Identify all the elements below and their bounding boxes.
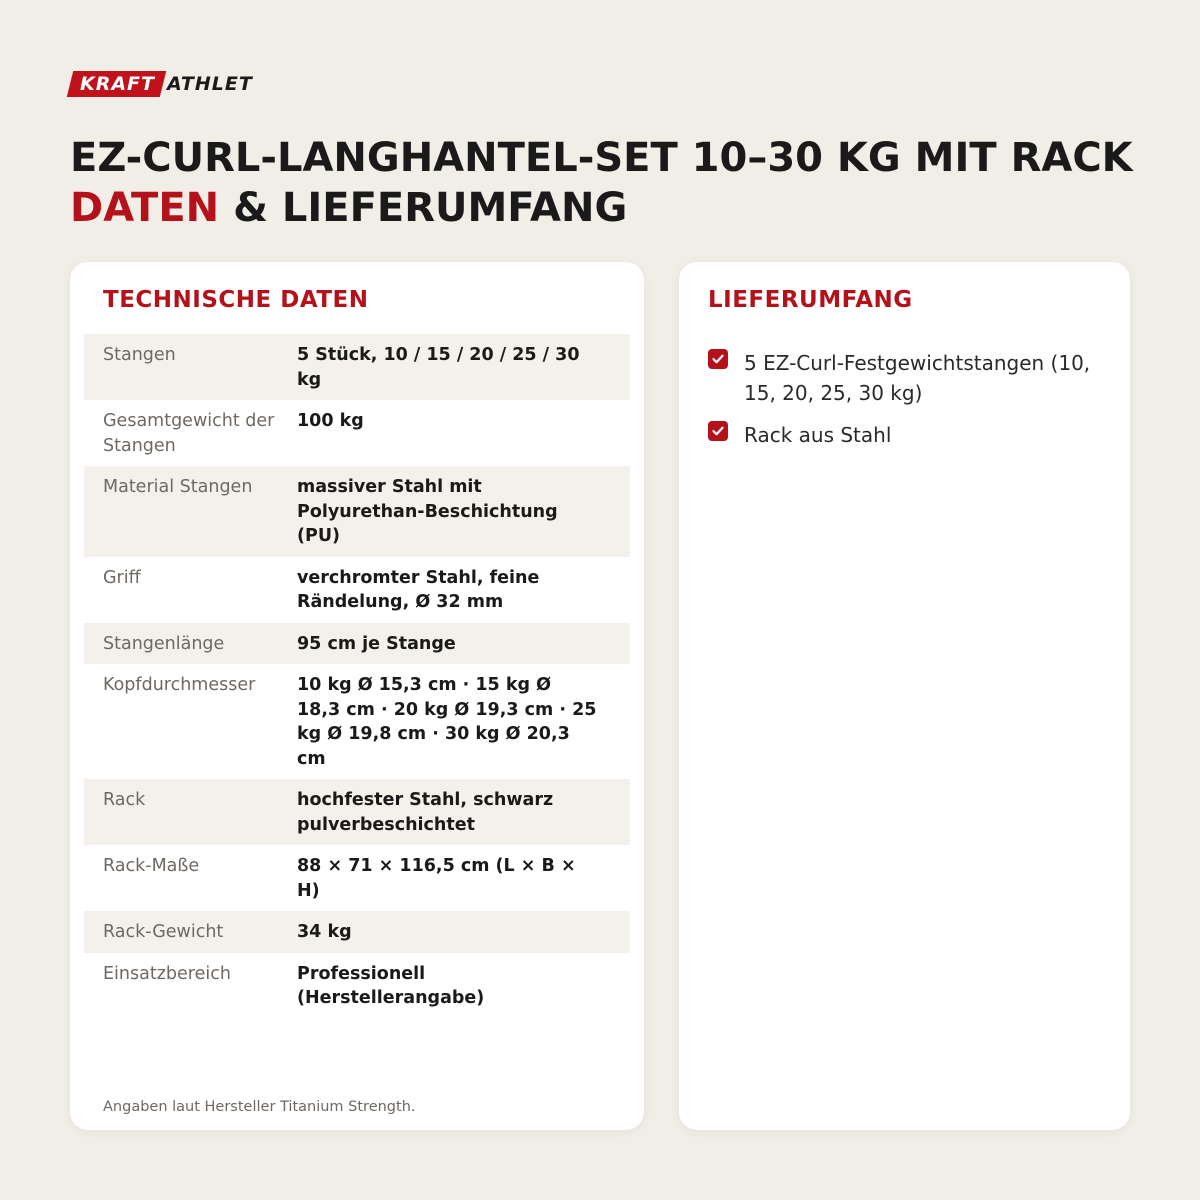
page-title: [70, 133, 1150, 233]
spec-row: [84, 623, 630, 665]
page-title-line1: EZ-CURL-LANGHANTEL-SET 10–30 KG MIT RACK: [70, 135, 1133, 181]
spec-row: [84, 466, 630, 557]
source-footnote: Angaben laut Hersteller Titanium Strength.: [103, 1099, 416, 1115]
spec-label: Stangenlänge: [103, 633, 225, 654]
spec-row: [84, 334, 630, 400]
spec-value: Professionell (Herstellerangabe): [297, 963, 485, 1008]
spec-label: Griff: [103, 567, 141, 588]
spec-value: 88 × 71 × 116,5 cm (L × B × H): [297, 856, 576, 901]
spec-value: hochfester Stahl, schwarz pulverbeschichtet: [297, 790, 554, 835]
spec-row: [84, 557, 630, 623]
spec-value: verchromter Stahl, feine Rändelung, Ø 32 mm: [297, 567, 540, 612]
brand-logo-athlet: ATHLET: [167, 73, 253, 95]
spec-label: Stangen: [103, 345, 176, 365]
brand-logo-kraft: KRAFT: [67, 71, 166, 97]
checkbox-checked-icon: [708, 421, 728, 441]
spec-label: Kopfdurchmesser: [103, 675, 256, 695]
spec-row: [84, 664, 630, 779]
spec-label: Rack-Maße: [103, 856, 200, 876]
list-item: [708, 420, 1108, 450]
spec-value: 95 cm je Stange: [297, 633, 456, 654]
page-title-line2: [70, 183, 1150, 233]
spec-label: Rack: [103, 790, 146, 810]
spec-row: [84, 845, 630, 911]
spec-value: massiver Stahl mit Polyurethan-Beschichtung (PU): [297, 477, 558, 546]
spec-value: 10 kg Ø 15,3 cm · 15 kg Ø 18,3 cm · 20 kg Ø 19,3 cm · 25 kg Ø 19,8 cm · 30 kg Ø 20,3 cm: [297, 675, 597, 769]
delivery-card: [679, 262, 1130, 1130]
spec-table: [84, 334, 630, 1019]
spec-label: Rack-Gewicht: [103, 922, 224, 942]
checkbox-checked-icon: [708, 349, 728, 369]
delivery-heading: LIEFERUMFANG: [708, 287, 913, 313]
spec-row: [84, 779, 630, 845]
spec-value: 5 Stück, 10 / 15 / 20 / 25 / 30 kg: [297, 345, 580, 390]
spec-row: [84, 911, 630, 953]
spec-value: 100 kg: [297, 411, 364, 431]
spec-value: 34 kg: [297, 922, 352, 942]
spec-row: [84, 400, 630, 466]
spec-row: [84, 953, 630, 1019]
technical-data-heading: TECHNISCHE DATEN: [103, 287, 369, 313]
spec-label: Einsatzbereich: [103, 963, 231, 984]
list-item-text: Rack aus Stahl: [744, 423, 892, 447]
technical-data-card: [70, 262, 644, 1130]
list-item-text: 5 EZ-Curl-Festgewichtstangen (10, 15, 20, 25, 30 kg): [744, 351, 1091, 405]
page-title-accent: DATEN: [70, 185, 220, 231]
brand-logo: [70, 70, 253, 98]
delivery-list: [708, 348, 1108, 462]
spec-label: Gesamtgewicht der Stangen: [103, 411, 275, 456]
spec-label: Material Stangen: [103, 477, 253, 497]
list-item: [708, 348, 1108, 408]
page-title-rest: & LIEFERUMFANG: [219, 185, 628, 231]
